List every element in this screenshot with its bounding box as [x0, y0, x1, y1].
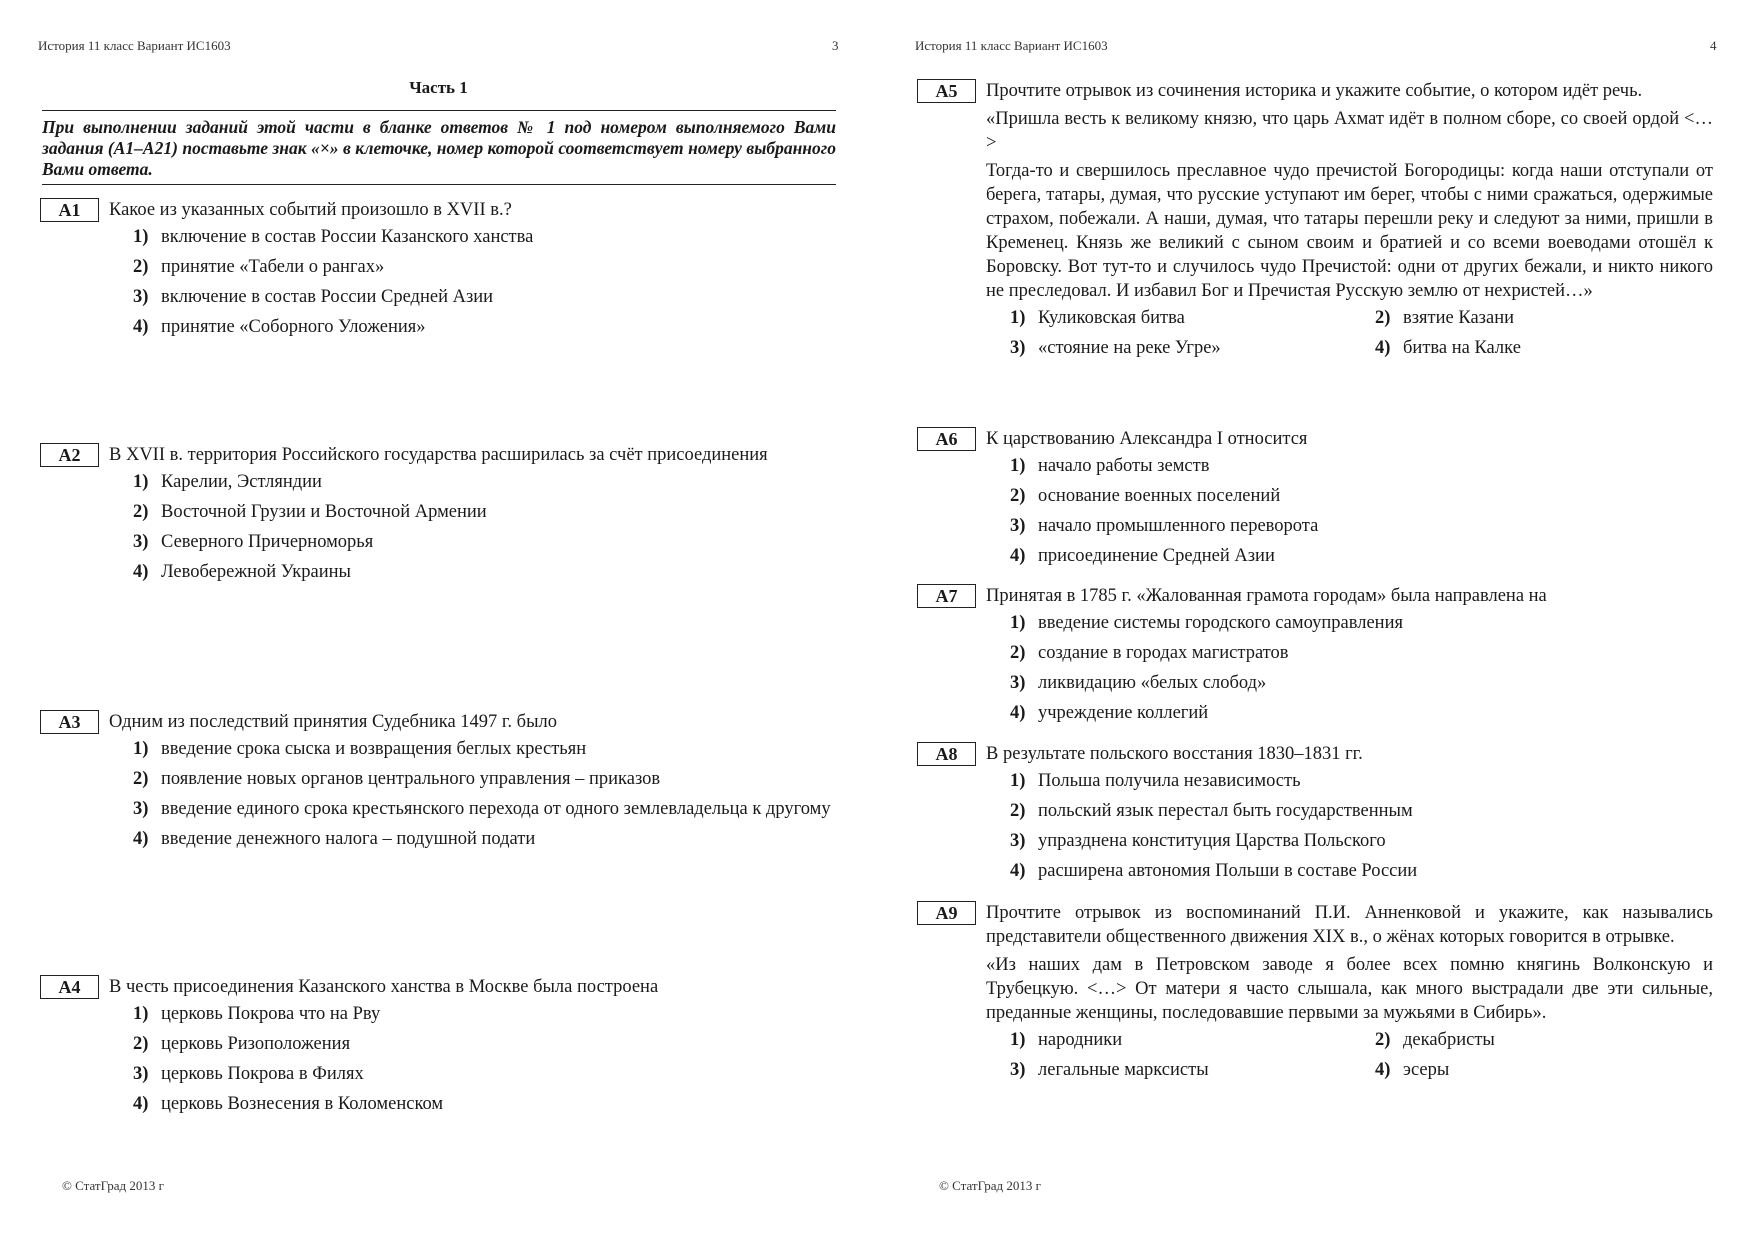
option-text: включение в состав России Казанского ханства — [161, 227, 534, 247]
answer-option — [40, 256, 836, 278]
answer-option — [40, 768, 836, 790]
task-question — [917, 427, 1713, 451]
option-text: расширена автономия Польши в составе России — [1038, 861, 1418, 881]
option-number: 3) — [133, 799, 149, 819]
answer-option — [1372, 307, 1737, 329]
option-text: эсеры — [1403, 1060, 1450, 1080]
question-text: Принятая в 1785 г. «Жалованная грамота городам» была направлена на — [986, 586, 1547, 606]
option-text: Восточной Грузии и Восточной Армении — [161, 502, 487, 522]
task-a5 — [917, 79, 1713, 367]
option-text: церковь Вознесения в Коломенском — [161, 1094, 444, 1114]
answer-option — [917, 830, 1713, 852]
option-text: битва на Калке — [1403, 338, 1521, 358]
question-text: Прочтите отрывок из воспоминаний П.И. Анненковой и укажите, как назывались представители общественного движения XIX в., о жёнах которых говорится в отрывке. — [986, 903, 1713, 947]
answer-option — [40, 798, 836, 820]
answer-option — [917, 455, 1713, 477]
option-text: введение системы городского самоуправления — [1038, 613, 1403, 633]
option-number: 2) — [133, 769, 149, 789]
option-text: ликвидацию «белых слобод» — [1038, 673, 1267, 693]
source-quote: «Пришла весть к великому князю, что царь Ахмат идёт в полном сборе, со своей ордой <…> — [986, 109, 1713, 153]
option-number: 4) — [1010, 546, 1026, 566]
option-number: 3) — [1010, 1060, 1026, 1080]
page-number: 3 — [832, 38, 839, 53]
answer-option — [1007, 1029, 1372, 1051]
option-text: принятие «Табели о рангах» — [161, 257, 385, 277]
question-text: В честь присоединения Казанского ханства в Москве была построена — [109, 977, 659, 997]
option-number: 3) — [133, 287, 149, 307]
option-number: 3) — [1010, 516, 1026, 536]
page-header: История 11 класс Вариант ИС1603 — [915, 38, 1108, 53]
option-number: 2) — [133, 502, 149, 522]
option-text: основание военных поселений — [1038, 486, 1281, 506]
answer-option — [40, 561, 836, 583]
option-number: 4) — [1375, 338, 1391, 358]
question-text: Прочтите отрывок из сочинения историка и укажите событие, о котором идёт речь. — [986, 81, 1643, 101]
answer-option — [1007, 307, 1372, 329]
page-footer: © СтатГрад 2013 г — [939, 1178, 1041, 1193]
option-text: декабристы — [1403, 1030, 1495, 1050]
task-id-box: А6 — [917, 427, 976, 451]
answer-option — [917, 545, 1713, 567]
option-number: 1) — [1010, 771, 1026, 791]
option-text: принятие «Соборного Уложения» — [161, 317, 426, 337]
option-text: введение срока сыска и возвращения беглых крестьян — [161, 739, 587, 759]
task-question — [40, 975, 836, 999]
task-id-box: А3 — [40, 710, 99, 734]
answer-option — [1007, 337, 1372, 359]
task-question — [40, 443, 836, 467]
page-header: История 11 класс Вариант ИС1603 — [38, 38, 231, 53]
option-text: Северного Причерноморья — [161, 532, 374, 552]
option-number: 2) — [133, 1034, 149, 1054]
option-number: 4) — [1375, 1060, 1391, 1080]
question-text: В результате польского восстания 1830–1831 гг. — [986, 744, 1363, 764]
option-text: церковь Ризоположения — [161, 1034, 351, 1054]
option-text: учреждение коллегий — [1038, 703, 1209, 723]
answer-option — [917, 702, 1713, 724]
page-right — [877, 0, 1754, 1239]
page-footer: © СтатГрад 2013 г — [62, 1178, 164, 1193]
answer-option — [40, 828, 836, 850]
answer-option — [40, 316, 836, 338]
option-number: 3) — [1010, 831, 1026, 851]
option-text: присоединение Средней Азии — [1038, 546, 1275, 566]
option-number: 1) — [1010, 613, 1026, 633]
task-id-box: А9 — [917, 901, 976, 925]
answer-option — [1372, 1029, 1737, 1051]
task-id-box: А7 — [917, 584, 976, 608]
answer-option — [40, 286, 836, 308]
option-text: начало промышленного переворота — [1038, 516, 1319, 536]
option-text: церковь Покрова в Филях — [161, 1064, 364, 1084]
source-quote: Тогда-то и свершилось преславное чудо пречистой Богородицы: когда наши отступали от берега, татары, думая, что русские уступают им берег, чтобы с ними сражаться, одержимые страхом, побежали. А наши, думая, что татары перешли реку и следуют за ними, пришли в Кременец. Князь же великий с сыном своим и братией и со всеми воеводами отошёл к Боровску. Вот тут-то и случилось чудо Пречистой: одни от других бежали, и никто никого не преследовал. И избавил Бог и Пречистая Русскую землю от нехристей…» — [986, 161, 1713, 301]
answer-option — [40, 471, 836, 493]
option-number: 4) — [133, 317, 149, 337]
option-text: Польша получила независимость — [1038, 771, 1301, 791]
question-text: В XVII в. территория Российского государства расширилась за счёт присоединения — [109, 445, 768, 465]
option-number: 2) — [1010, 643, 1026, 663]
task-id-box: А2 — [40, 443, 99, 467]
option-text: церковь Покрова что на Рву — [161, 1004, 381, 1024]
option-number: 4) — [133, 562, 149, 582]
option-number: 1) — [133, 472, 149, 492]
option-number: 2) — [1010, 801, 1026, 821]
answer-option — [40, 226, 836, 248]
option-number: 2) — [133, 257, 149, 277]
answer-option — [1372, 1059, 1737, 1081]
task-id-box: А5 — [917, 79, 976, 103]
answer-option — [40, 1003, 836, 1025]
option-number: 1) — [1010, 456, 1026, 476]
option-text: включение в состав России Средней Азии — [161, 287, 494, 307]
task-question — [40, 710, 836, 734]
answer-option — [40, 1063, 836, 1085]
task-a7 — [917, 584, 1713, 732]
answer-option — [40, 531, 836, 553]
answer-option — [40, 1033, 836, 1055]
option-number: 3) — [133, 532, 149, 552]
option-text: создание в городах магистратов — [1038, 643, 1289, 663]
answer-option — [917, 800, 1713, 822]
answer-option — [1007, 1059, 1372, 1081]
option-text: легальные марксисты — [1038, 1060, 1209, 1080]
option-number: 3) — [1010, 673, 1026, 693]
part-title: Часть 1 — [409, 78, 468, 97]
answer-option — [917, 612, 1713, 634]
task-id-box: А1 — [40, 198, 99, 222]
option-number: 2) — [1010, 486, 1026, 506]
question-text: Какое из указанных событий произошло в XVII в.? — [109, 200, 512, 220]
option-number: 1) — [133, 227, 149, 247]
option-text: «стояние на реке Угре» — [1038, 338, 1221, 358]
task-id-box: А4 — [40, 975, 99, 999]
option-text: Карелии, Эстляндии — [161, 472, 322, 492]
task-id-box: А8 — [917, 742, 976, 766]
option-text: введение единого срока крестьянского перехода от одного землевладельца к другому — [161, 799, 831, 819]
option-number: 3) — [1010, 338, 1026, 358]
option-text: введение денежного налога – подушной подати — [161, 829, 536, 849]
task-question — [40, 198, 836, 222]
answer-option — [40, 501, 836, 523]
option-text: Куликовская битва — [1038, 308, 1185, 328]
option-text: Левобережной Украины — [161, 562, 351, 582]
instruction-box: При выполнении заданий этой части в бланке ответов № 1 под номером выполняемого Вами задания (А1–А21) поставьте знак «×» в клеточке, номер которой соответствует номеру выбранного Вами ответа. — [42, 110, 836, 185]
option-text: взятие Казани — [1403, 308, 1514, 328]
task-a8 — [917, 742, 1713, 890]
option-text: начало работы земств — [1038, 456, 1210, 476]
option-text: народники — [1038, 1030, 1123, 1050]
answer-option — [917, 860, 1713, 882]
task-question — [917, 79, 1713, 103]
answer-option — [40, 738, 836, 760]
question-text: К царствованию Александра I относится — [986, 429, 1308, 449]
task-a9 — [917, 901, 1713, 1089]
option-number: 4) — [133, 829, 149, 849]
question-text: Одним из последствий принятия Судебника 1497 г. было — [109, 712, 558, 732]
option-text: польский язык перестал быть государственным — [1038, 801, 1413, 821]
option-number: 2) — [1375, 1030, 1391, 1050]
task-a2 — [40, 443, 836, 591]
option-text: появление новых органов центрального управления – приказов — [161, 769, 661, 789]
task-a1 — [40, 198, 836, 346]
answer-option — [917, 770, 1713, 792]
option-number: 4) — [1010, 703, 1026, 723]
answer-option — [917, 485, 1713, 507]
answer-option — [917, 515, 1713, 537]
task-a4 — [40, 975, 836, 1123]
task-question — [917, 584, 1713, 608]
task-question — [917, 742, 1713, 766]
answer-option — [40, 1093, 836, 1115]
option-text: упразднена конституция Царства Польского — [1038, 831, 1386, 851]
option-number: 1) — [133, 739, 149, 759]
option-number: 1) — [1010, 308, 1026, 328]
source-quote: «Из наших дам в Петровском заводе я более всех помню княгинь Волконскую и Трубецкую. <…> От матери я часто слышала, как много выстрадали две эти сильные, преданные женщины, последовавшие первыми за мужьями в Сибирь». — [986, 955, 1713, 1023]
option-number: 1) — [133, 1004, 149, 1024]
answer-option — [1372, 337, 1737, 359]
option-number: 4) — [133, 1094, 149, 1114]
task-a6 — [917, 427, 1713, 575]
option-number: 4) — [1010, 861, 1026, 881]
task-question — [917, 901, 1713, 949]
task-a3 — [40, 710, 836, 858]
option-number: 3) — [133, 1064, 149, 1084]
option-number: 1) — [1010, 1030, 1026, 1050]
page-number: 4 — [1710, 38, 1717, 53]
answer-option — [917, 642, 1713, 664]
option-number: 2) — [1375, 308, 1391, 328]
answer-option — [917, 672, 1713, 694]
